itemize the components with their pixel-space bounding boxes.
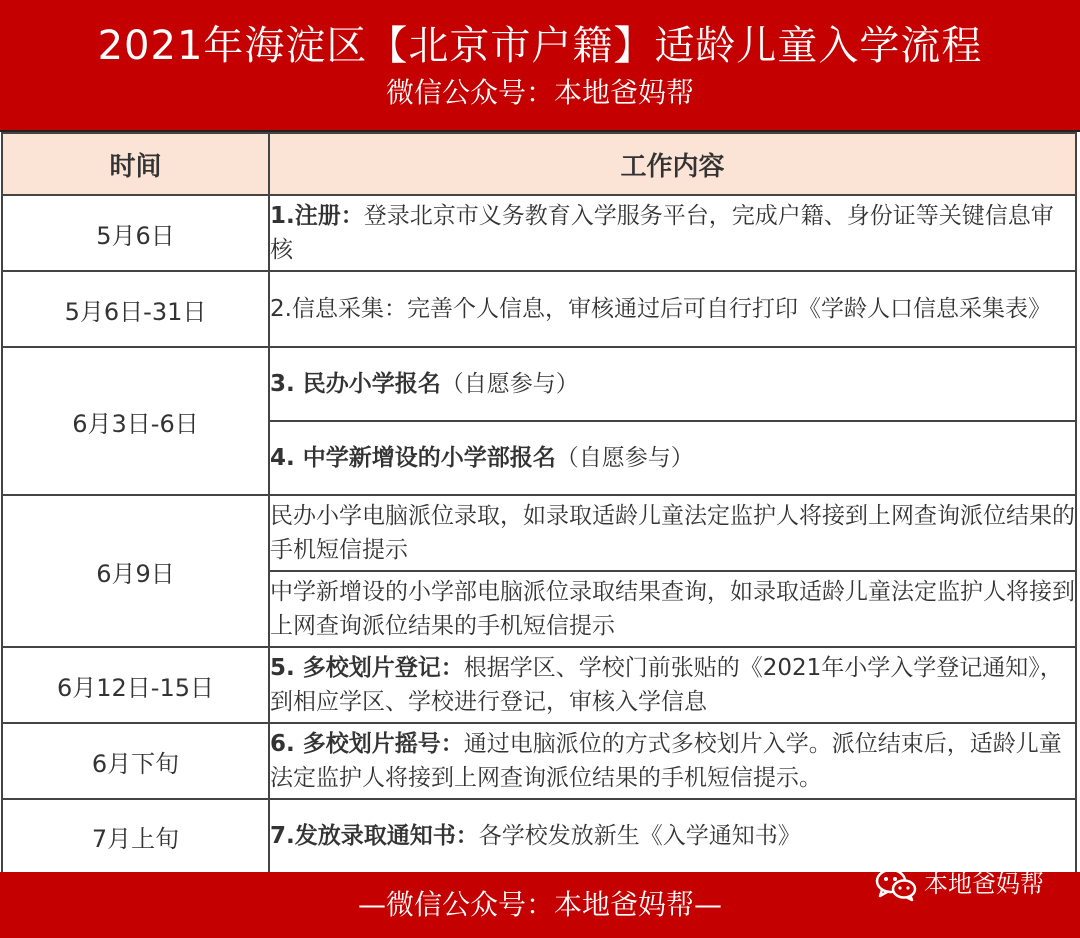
table-row	[2, 799, 1076, 873]
footer-text: —微信公众号：本地爸妈帮—	[357, 888, 722, 921]
time-cell: 6月3日-6日	[2, 347, 269, 495]
table-header-row	[2, 133, 1076, 195]
step-text: （自愿参与）	[555, 445, 694, 471]
step-text: 民办小学电脑派位录取，如录取适龄儿童法定监护人将接到上网查询派位结果的手机短信提示	[270, 503, 1075, 563]
step-lead: 7.发放录取通知书：	[270, 823, 479, 849]
step-lead: 6. 多校划片摇号：	[270, 731, 464, 757]
time-cell: 6月12日-15日	[2, 647, 269, 723]
step-text: 根据学区、学校门前张贴的《2021年小学入学登记通知》，到相应学区、学校进行登记，审核入学信息	[270, 655, 1063, 715]
time-cell: 6月下旬	[2, 723, 269, 799]
content-cell	[269, 571, 1076, 647]
column-header-time: 时间	[2, 133, 269, 195]
step-text: （自愿参与）	[440, 371, 579, 397]
wechat-icon	[874, 866, 918, 902]
time-cell: 5月6日-31日	[2, 271, 269, 347]
step-text: 通过电脑派位的方式多校划片入学。派位结束后，适龄儿童法定监护人将接到上网查询派位结果的手机短信提示。	[270, 731, 1062, 791]
watermark	[874, 864, 1044, 904]
step-lead: 5. 多校划片登记：	[270, 655, 464, 681]
time-cell: 7月上旬	[2, 799, 269, 873]
header-banner	[0, 0, 1080, 132]
time-cell: 6月9日	[2, 495, 269, 647]
content-cell	[269, 647, 1076, 723]
step-text: 2.信息采集：完善个人信息，审核通过后可自行打印《学龄人口信息采集表》	[270, 296, 1051, 322]
step-lead: 3. 民办小学报名	[270, 371, 441, 397]
step-text: 登录北京市义务教育入学服务平台，完成户籍、身份证等关键信息审核	[270, 203, 1054, 263]
content-cell	[269, 271, 1076, 347]
table-row	[2, 723, 1076, 799]
page-title: 2021年海淀区【北京市户籍】适龄儿童入学流程	[97, 23, 983, 69]
step-lead: 1.注册：	[270, 203, 364, 229]
column-header-content: 工作内容	[269, 133, 1076, 195]
content-cell	[269, 723, 1076, 799]
footer-banner	[0, 872, 1080, 938]
time-cell: 5月6日	[2, 195, 269, 271]
table-row	[2, 495, 1076, 571]
step-text: 各学校发放新生《入学通知书》	[478, 823, 801, 849]
table-row	[2, 347, 1076, 421]
content-cell	[269, 495, 1076, 571]
step-lead: 4. 中学新增设的小学部报名	[270, 445, 556, 471]
table-row	[2, 647, 1076, 723]
table-row	[2, 271, 1076, 347]
page-subtitle: 微信公众号：本地爸妈帮	[385, 76, 694, 109]
step-text: 中学新增设的小学部电脑派位录取结果查询，如录取适龄儿童法定监护人将接到上网查询派位结果的手机短信提示	[270, 579, 1075, 639]
table-row	[2, 195, 1076, 271]
schedule-table	[1, 132, 1077, 874]
content-cell	[269, 421, 1076, 495]
watermark-label: 本地爸妈帮	[924, 870, 1044, 898]
content-cell	[269, 347, 1076, 421]
content-cell	[269, 195, 1076, 271]
